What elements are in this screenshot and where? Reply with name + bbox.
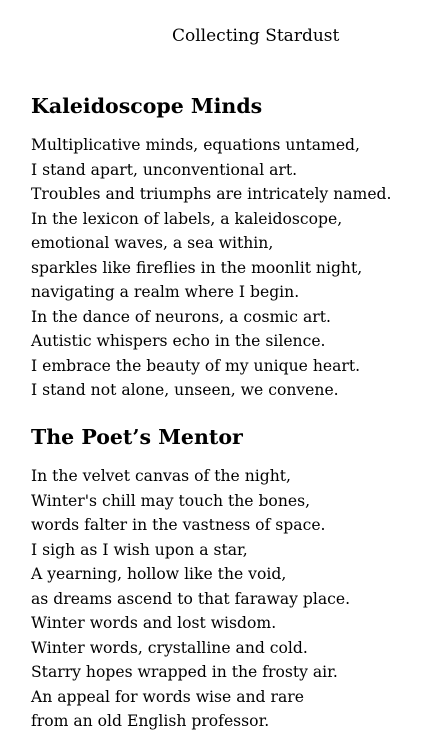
poem-line: Winter words and lost wisdom. (31, 614, 277, 632)
poem-line: An appeal for words wise and rare (31, 687, 304, 706)
page-header-title: Collecting Stardust (172, 26, 340, 46)
poem-the-poets-mentor (31, 422, 437, 734)
poem-lines (31, 133, 437, 403)
poem-line: Troubles and triumphs are intricately named. (31, 185, 392, 203)
poem-line: I stand not alone, unseen, we convene. (31, 381, 339, 399)
poem-line: Starry hopes wrapped in the frosty air. (31, 663, 338, 681)
poem-title: Kaleidoscope Minds (31, 94, 263, 118)
poem-line: navigating a realm where I begin. (31, 283, 300, 301)
poem-line: words falter in the vastness of space. (31, 516, 326, 534)
poem-lines (31, 464, 437, 734)
poem-line: I sigh as I wish upon a star, (31, 540, 248, 559)
poem-line: A yearning, hollow like the void, (31, 565, 287, 583)
poem-line: sparkles like fireflies in the moonlit night, (31, 258, 363, 277)
poem-line: as dreams ascend to that faraway place. (31, 589, 351, 608)
poem-line: In the dance of neurons, a cosmic art. (31, 307, 331, 326)
poem-line: In the lexicon of labels, a kaleidoscope, (31, 209, 343, 228)
poem-line: Winter words, crystalline and cold. (31, 638, 308, 657)
poem-line: In the velvet canvas of the night, (31, 467, 291, 485)
poem-line: emotional waves, a sea within, (31, 234, 274, 252)
poem-line: I embrace the beauty of my unique heart. (31, 356, 361, 375)
poem-line: I stand apart, unconventional art. (31, 160, 298, 179)
poem-line: from an old English professor. (31, 712, 270, 730)
poem-line: Winter's chill may touch the bones, (31, 491, 311, 510)
poem-line: Multiplicative minds, equations untamed, (31, 136, 360, 154)
poem-title: The Poet’s Mentor (31, 425, 243, 449)
poem-line: Autistic whispers echo in the silence. (31, 332, 326, 350)
poem-kaleidoscope-minds (31, 91, 437, 403)
